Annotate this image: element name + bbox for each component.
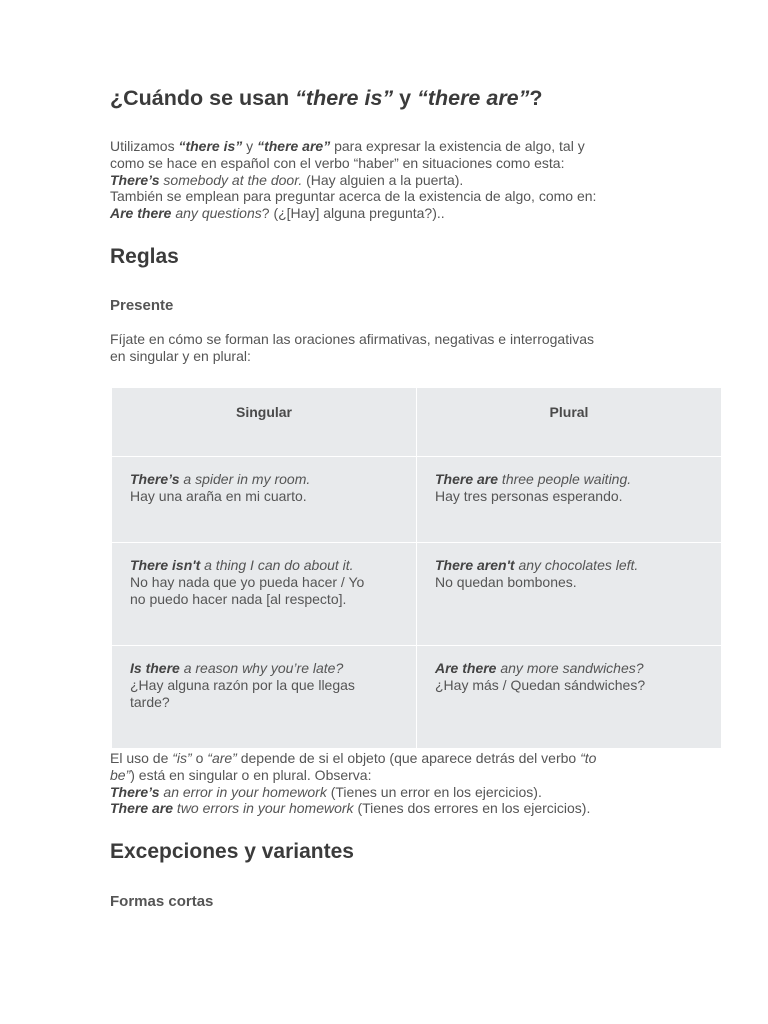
intro-line-5 [110,205,670,222]
title-question-mark: ? [529,86,543,110]
uso-line-3 [110,784,670,801]
cell-bold: There isn't [130,557,201,573]
cell-translation: Hay una araña en mi cuarto. [130,488,307,504]
example-italic: somebody at the door. [159,171,303,188]
cell-translation: ¿Hay alguna razón por la que llegas [130,677,355,693]
uso-are: “are” [207,750,237,766]
heading-formas-cortas: Formas cortas [110,893,214,910]
cell-italic: any chocolates left. [514,557,639,573]
intro-text: para expresar la existencia de algo, tal y [330,138,585,154]
intro-line-4: También se emplean para preguntar acerca de la existencia de algo, como en: [110,188,597,205]
uso-is: “is” [172,750,192,766]
presente-line-1: Fíjate en cómo se forman las oraciones afirmativas, negativas e interrogativas [110,331,595,347]
example-italic: two errors in your homework [173,800,354,817]
uso-to-be: be” [110,766,131,783]
example-bold: There’s [110,171,160,188]
intro-paragraph [110,138,670,222]
uso-line-1 [110,750,670,767]
header-singular: Singular [112,388,417,457]
uso-text: El uso de [110,750,173,766]
cell-italic: a reason why you’re late? [179,660,344,676]
table-row [112,646,722,749]
table-cell [112,543,417,646]
uso-line-2 [110,767,670,784]
table-row [112,457,722,543]
presente-line-2: en singular y en plural: [110,347,251,364]
cell-bold: Are there [435,660,497,676]
example-translation: (Tienes dos errores en los ejercicios). [353,800,591,817]
cell-bold: There’s [130,471,180,487]
uso-text: depende de si el objeto (que aparece detrás del verbo [236,750,581,766]
cell-bold: Is there [130,660,180,676]
title-there-is: “there is” [295,86,394,110]
page-title [110,86,543,111]
cell-bold: There aren't [435,557,515,573]
cell-translation: ¿Hay más / Quedan sándwiches? [435,677,646,693]
cell-translation: No hay nada que yo pueda hacer / Yo [130,574,365,590]
example-bold: Are there [110,205,172,222]
example-bold: There are [110,800,174,817]
cell-italic: a thing I can do about it. [200,557,354,573]
intro-line-3 [110,172,670,189]
uso-text: ) está en singular o en plural. Observa: [130,766,372,783]
intro-there-are: “there are” [257,138,331,154]
uso-text: o [191,750,208,766]
intro-text: Utilizamos [110,138,179,154]
heading-presente: Presente [110,297,174,314]
table-cell [112,646,417,749]
example-translation: ? (¿[Hay] alguna pregunta?).. [261,205,445,222]
example-translation: (Hay alguien a la puerta). [302,171,464,188]
cell-translation: no puedo hacer nada [al respecto]. [130,591,347,607]
table-header-row [112,388,722,457]
cell-bold: There are [435,471,499,487]
example-italic: an error in your homework [159,783,327,800]
intro-there-is: “there is” [178,138,243,154]
title-there-are: “there are” [417,86,530,110]
header-plural: Plural [417,388,722,457]
example-translation: (Tienes un error en los ejercicios). [326,783,542,800]
cell-italic: a spider in my room. [179,471,311,487]
grammar-table [111,387,722,749]
cell-translation: Hay tres personas esperando. [435,488,623,504]
example-bold: There’s [110,783,160,800]
cell-translation: tarde? [130,694,170,710]
uso-line-4 [110,800,670,817]
example-italic: any questions [171,205,262,222]
uso-paragraph [110,750,670,817]
title-text: ¿Cuándo se usan [110,86,296,110]
table-cell [112,457,417,543]
title-y: y [393,86,418,110]
cell-italic: any more sandwiches? [496,660,644,676]
intro-line-2: como se hace en español con el verbo “haber” en situaciones como esta: [110,154,565,171]
table-row [112,543,722,646]
presente-paragraph [110,331,670,365]
intro-line-1 [110,138,670,155]
table-cell [417,543,722,646]
intro-text: y [242,138,258,154]
cell-translation: No quedan bombones. [435,574,577,590]
heading-excepciones: Excepciones y variantes [110,840,354,863]
cell-italic: three people waiting. [498,471,632,487]
table-cell [417,457,722,543]
uso-to-be: “to [580,750,597,766]
table-cell [417,646,722,749]
heading-reglas: Reglas [110,245,179,268]
